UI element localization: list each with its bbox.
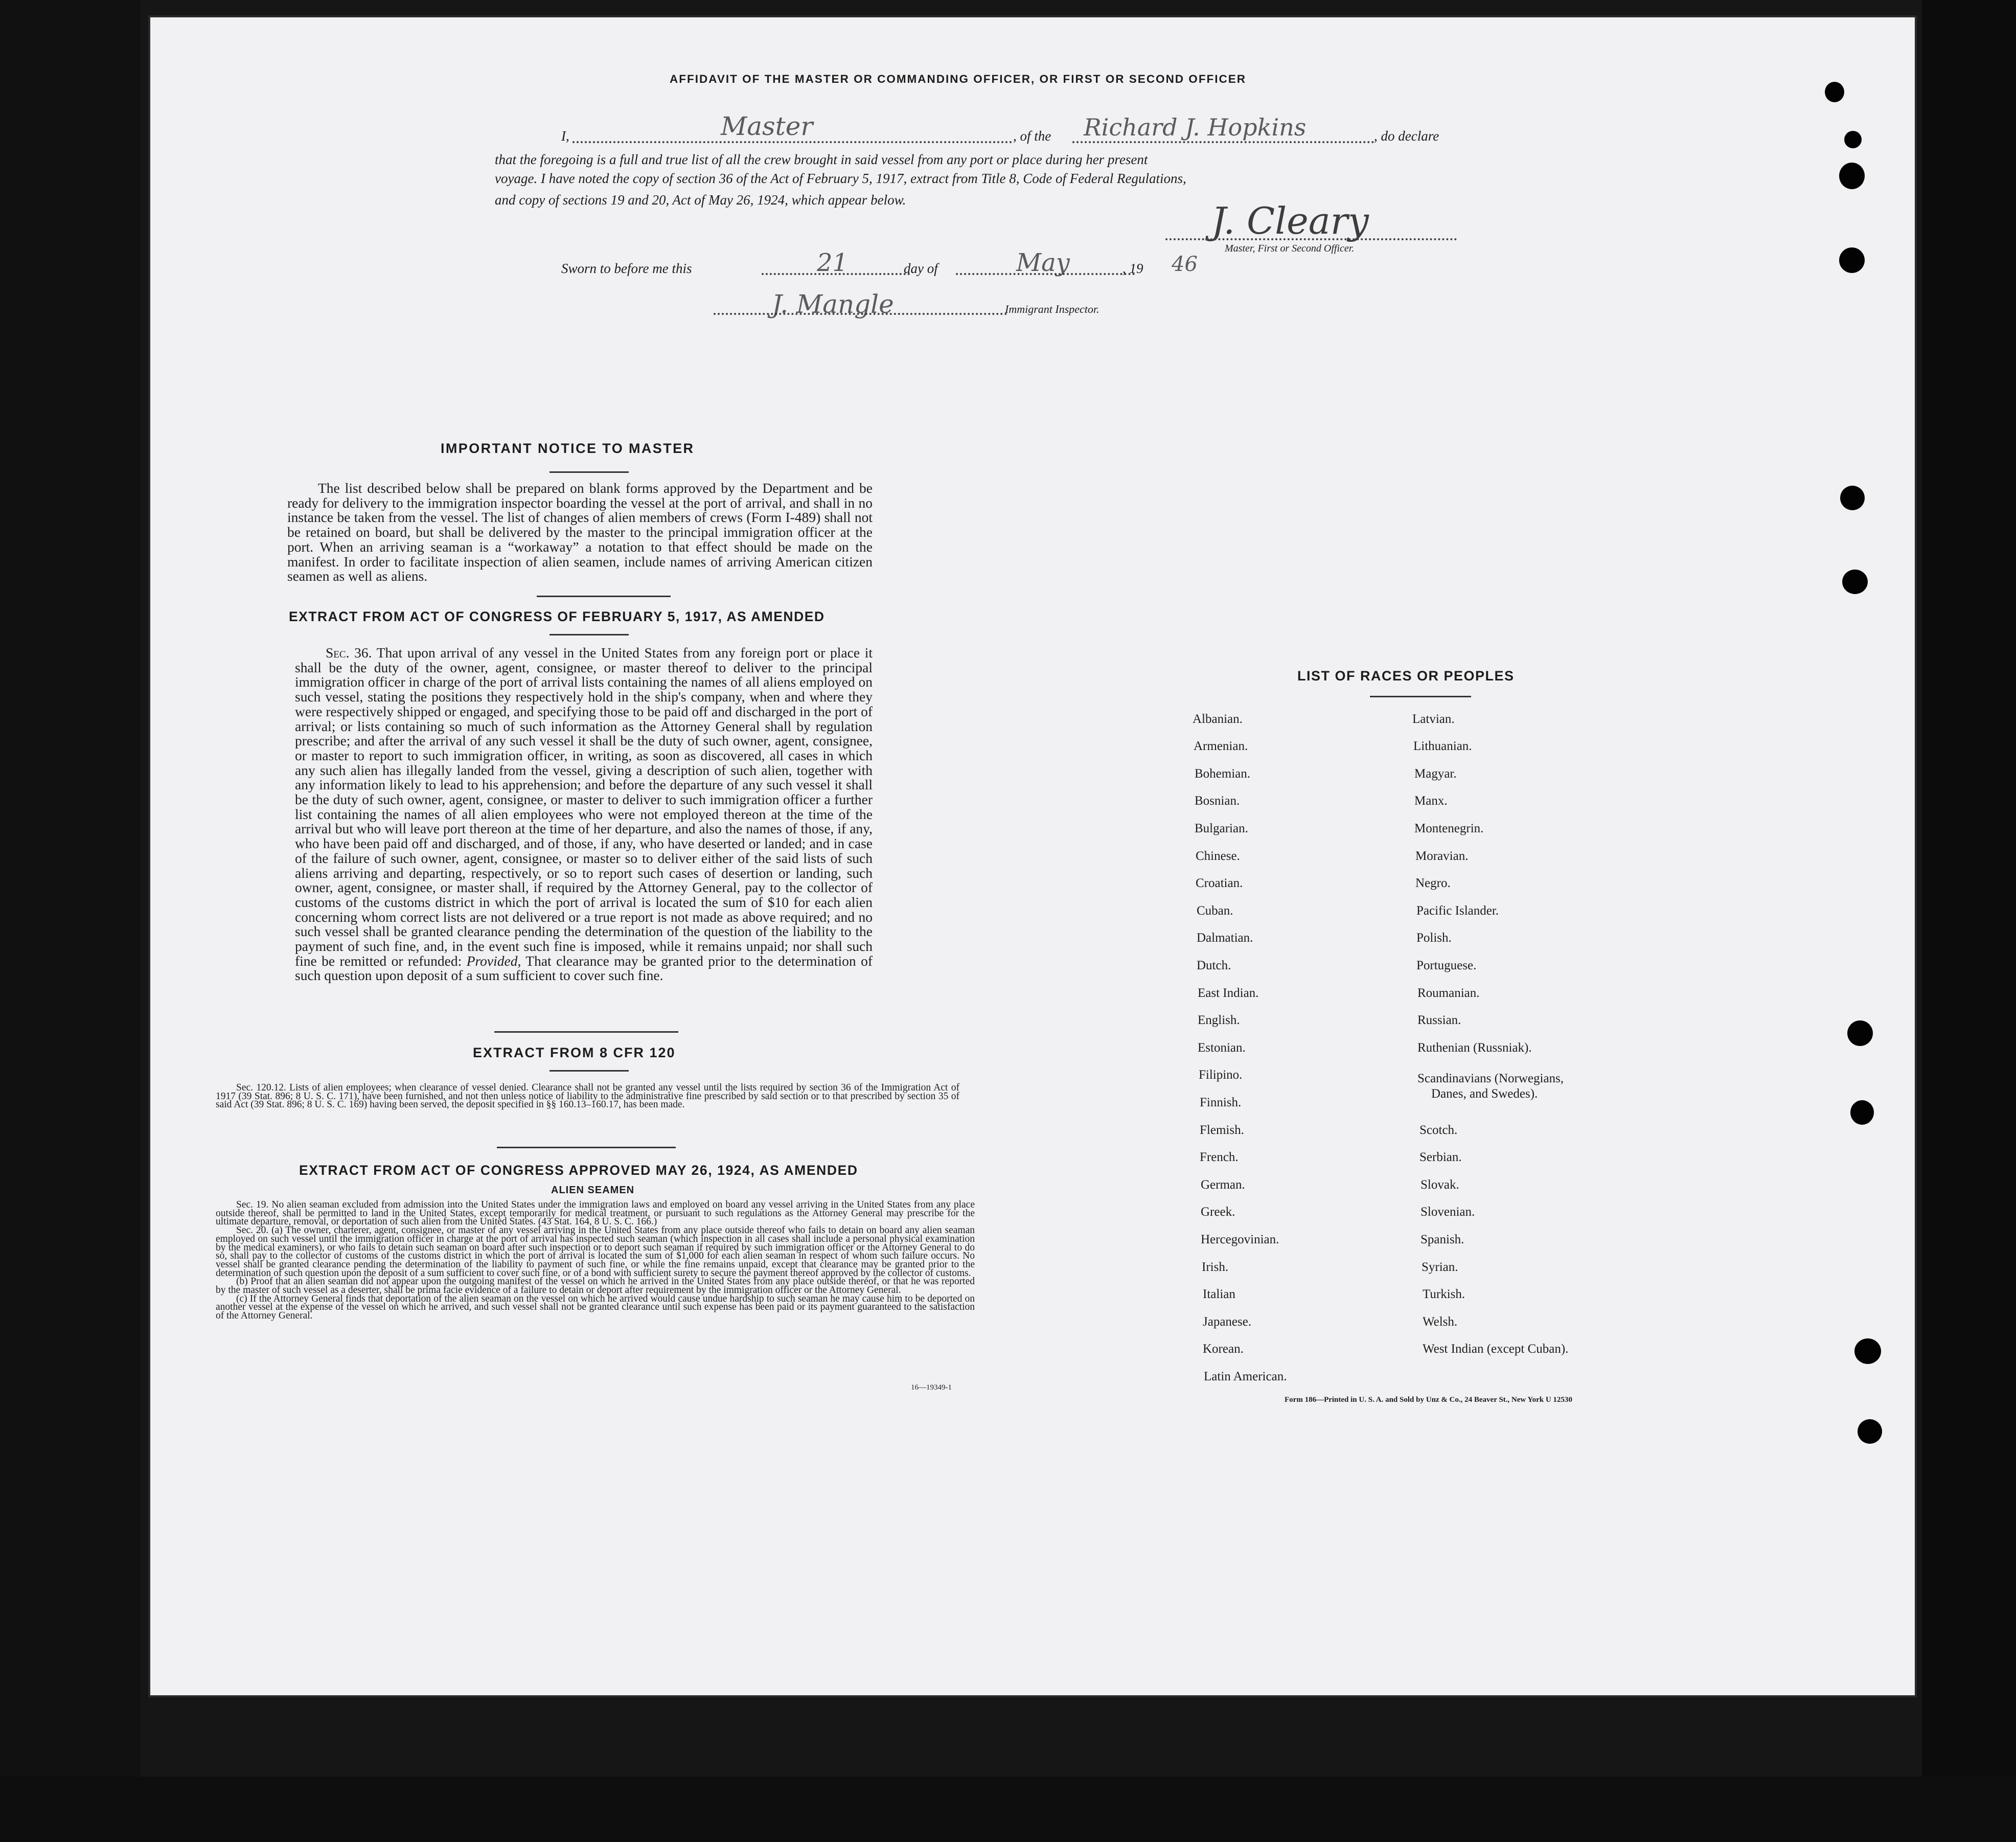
notice-rule — [549, 471, 629, 473]
race-left: Latin American. — [1204, 1370, 1287, 1383]
race-left: Greek. — [1201, 1205, 1235, 1219]
inspector-signature: J. Mangle — [772, 289, 894, 319]
race-right: Manx. — [1414, 794, 1448, 808]
race-left: Italian — [1203, 1287, 1235, 1301]
handwritten-day: 21 — [817, 248, 849, 277]
rank-blank — [572, 141, 1012, 143]
extract-1917-text: Sec. 36. That upon arrival of any vessel in the United States from any foreign port or place it shall be the duty of the owner, agent, consignee, or master thereof to deliver to the principal immigration officer in charge of the port of arrival lists containing the names of all aliens employed on such vessel, stating the positions they respectively hold in the ship's company, when and where they were respectively shipped or engaged, and specifying those to be paid off and discharged in the port of arrival; or lists containing so much of such information as the Attorney General shall by regulation prescribe; and after the arrival of any such vessel it shall be the duty of such owner, agent, consignee, or master to report to such immigration officer, in writing, as soon as discovered, all cases in which any such alien has illegally landed from the vessel, giving a description of such alien, together with any information likely to lead to his apprehension; and before the departure of any such vessel it shall be the duty of such owner, agent, consignee, or master to deliver to such immigration officer a further list containing the names of all alien employees who were not employed thereon at the time of the arrival but who will leave port thereon at the time of her departure, and also the names of those, if any, who have been paid off and discharged, and of those, if any, who have deserted or landed; and in case of the failure of such owner, agent, consignee, or master so to deliver either of the said lists of such aliens arriving and departing, respectively, or so to report such cases of desertion or landing, such owner, agent, consignee, or master shall, if required by the Attorney General, pay to the collector of customs of the customs district in which the port of arrival is located the sum of $10 for each alien concerning whom correct lists are not delivered or a true report is not made as above required; and no such vessel shall be granted clearance pending the determination of the question of the liability to the payment of such fine, and, in the event such fine is imposed, while it remains unpaid; nor shall such fine be remitted or refunded: Provided, That clearance may be granted prior to the determination of such question upon deposit of a sum sufficient to cover such fine. — [295, 645, 873, 984]
punch-hole — [1858, 1419, 1882, 1444]
punch-hole — [1854, 1338, 1881, 1364]
races-rule — [1370, 696, 1471, 697]
race-left: Bosnian. — [1195, 794, 1240, 808]
affidavit-heading: AFFIDAVIT OF THE MASTER OR COMMANDING OFFICER, OR FIRST OR SECOND OFFICER — [670, 73, 1247, 85]
punch-hole — [1850, 1100, 1874, 1125]
punch-hole — [1839, 247, 1865, 273]
race-left: Bohemian. — [1195, 767, 1251, 781]
race-right: Serbian. — [1419, 1150, 1462, 1164]
extract-1924-text — [216, 1201, 975, 1321]
alien-seamen-subheading: ALIEN SEAMEN — [551, 1185, 635, 1196]
race-right: Portuguese. — [1416, 959, 1477, 972]
race-left: Flemish. — [1200, 1123, 1244, 1137]
race-left: Croatian. — [1196, 876, 1243, 890]
section-divider — [537, 596, 671, 597]
race-left: Armenian. — [1194, 739, 1248, 753]
race-left: Irish. — [1202, 1260, 1229, 1274]
race-right: Lithuanian. — [1413, 739, 1472, 753]
sec-20b-text: (b) Proof that an alien seaman did not appear upon the outgoing manifest of the vessel on which he arrived in the United States from any place outside thereof, or that he was reported by the master of such vessel as a deserter, shall be prima facie evidence of a failure to detain or deport after requirement by the immigration officer or the Attorney General. — [216, 1276, 975, 1296]
race-right: Montenegrin. — [1414, 822, 1484, 835]
race-left: Cuban. — [1197, 904, 1233, 918]
handwritten-month: May — [1016, 248, 1070, 277]
affidavit-line-2: that the foregoing is a full and true list of all the crew brought in said vessel from any port or place during her present — [495, 152, 1148, 167]
race-left: Hercegovinian. — [1201, 1233, 1279, 1246]
section-divider — [494, 1031, 678, 1033]
sec-19-text: Sec. 19. No alien seaman excluded from admission into the United States under the immigration laws and employed on board any vessel arriving in the United States from any place outside thereof, shall be permitted to land in the United States, except temporarily for medical treatment, or pursuant to such regulations as the Attorney General may prescribe for the ultimate departure, removal, or deportation of such alien from the United States. (43 Stat. 164, 8 U. S. C. 166.) — [216, 1199, 975, 1227]
handwritten-year: 46 — [1172, 253, 1198, 276]
race-left: French. — [1200, 1150, 1239, 1164]
sec-20c-text: (c) If the Attorney General finds that deportation of the alien seaman on the vessel on which he arrived would cause undue hardship to such seaman he may cause him to be deported on another vessel at the expense of the vessel on which he arrived, and such vessel shall not be granted clearance until such expense has been paid or its payment guaranteed to the satisfaction of the Attorney General. — [216, 1293, 975, 1322]
race-left: German. — [1201, 1178, 1245, 1192]
race-right: Ruthenian (Russniak). — [1417, 1041, 1532, 1055]
sworn-label: Sworn to before me this — [561, 261, 692, 276]
year-prefix: , 19 — [1122, 261, 1143, 276]
race-right: Pacific Islander. — [1416, 904, 1499, 918]
vessel-blank — [1072, 141, 1374, 143]
notice-text: The list described below shall be prepared on blank forms approved by the Department and be ready for delivery to the immigration inspector boarding the vessel at the port of arrival, and shall in no instance be taken from the vessel. The list of changes of alien members of crews (Form I-489) shall not be retained on board, but shall be delivered by the master to the principal immigration officer at the port. When an arriving seaman is a “workaway” a notation to that effect should be made on the manifest. In order to facilitate inspection of alien seamen, include names of arriving American citizen seamen as well as aliens. — [287, 480, 873, 584]
race-left: Estonian. — [1198, 1041, 1246, 1055]
sec-20a-text: Sec. 20. (a) The owner, charterer, agent, consignee, or master of any vessel arriving in the United States from any place outside thereof who fails to detain on board any alien seaman employed on such vessel until the immigration officer in charge at the port of arrival has inspected such seaman (which inspection in all cases shall include a personal physical examination by the medical examiners), or who fails to detain such seaman on board after such inspection or to deport such seaman if required by such immigration officer or the Attorney General to do so, shall pay to the collector of customs of the customs district in which the port of arrival is located the sum of $1,000 for each alien seaman in respect of whom such failure occurs. No vessel shall be granted clearance pending the determination of the liability to payment of such fine, or while the fine remains unpaid, except that clearance may be granted prior to the determination of such question upon the deposit of a sum sufficient to cover such fine, or of a bond with sufficient surety to secure the payment thereof approved by the collector of customs. — [216, 1225, 975, 1279]
handwritten-vessel-name: Richard J. Hopkins — [1084, 113, 1307, 141]
race-left: Dutch. — [1197, 959, 1231, 972]
race-left: Dalmatian. — [1197, 931, 1253, 945]
extract-1917-rule — [549, 634, 629, 635]
race-right: Danes, and Swedes). — [1431, 1087, 1538, 1101]
affidavit-do-declare: , do declare — [1374, 128, 1439, 144]
race-right: Moravian. — [1415, 849, 1469, 863]
race-right: West Indian (except Cuban). — [1423, 1342, 1569, 1356]
punch-hole — [1842, 570, 1868, 594]
race-left: Filipino. — [1199, 1068, 1243, 1082]
handwritten-rank: Master — [721, 111, 813, 141]
race-right: Latvian. — [1412, 712, 1455, 726]
section-divider — [497, 1147, 676, 1148]
punch-hole — [1844, 131, 1862, 148]
punch-hole — [1825, 82, 1844, 102]
race-left: Korean. — [1203, 1342, 1244, 1356]
race-left: East Indian. — [1198, 986, 1259, 1000]
master-signature: J. Cleary — [1211, 199, 1369, 242]
extract-1924-heading: EXTRACT FROM ACT OF CONGRESS APPROVED MAY 26, 1924, AS AMENDED — [299, 1163, 858, 1178]
affidavit-line-4: and copy of sections 19 and 20, Act of May 26, 1924, which appear below. — [495, 192, 906, 208]
race-right: Russian. — [1417, 1013, 1461, 1027]
signature-caption: Master, First or Second Officer. — [1225, 243, 1355, 254]
extract-cfr-text: Sec. 120.12. Lists of alien employees; when clearance of vessel denied. Clearance shall not be granted any vessel until the lists required by section 36 of the Immigration Act of 1917 (39 Stat. 896; 8 U. S. C. 171), have been furnished, and not then unless notice of liability to the administrative fine prescribed by said section or to that prescribed by section 35 of said Act (39 Stat. 896; 8 U. S. C. 169) having been served, the deposit specified in §§ 160.13–160.17, has been made. — [216, 1082, 959, 1110]
race-right: Slovenian. — [1421, 1205, 1475, 1219]
race-left: English. — [1198, 1013, 1240, 1027]
race-right: Turkish. — [1423, 1287, 1465, 1301]
punch-hole — [1840, 486, 1865, 510]
form-code: 16—19349-1 — [911, 1383, 952, 1392]
race-left: Bulgarian. — [1195, 822, 1248, 835]
race-right: Negro. — [1415, 876, 1451, 890]
affidavit-of-the: , of the — [1013, 128, 1051, 144]
notice-heading: IMPORTANT NOTICE TO MASTER — [441, 441, 695, 456]
affidavit-i-label: I, — [561, 128, 569, 144]
race-left: Finnish. — [1200, 1096, 1242, 1109]
race-left: Chinese. — [1196, 849, 1240, 863]
race-left: Japanese. — [1203, 1315, 1252, 1329]
inspector-caption: Immigrant Inspector. — [1005, 303, 1099, 315]
race-right: Spanish. — [1421, 1233, 1464, 1246]
race-right: Syrian. — [1422, 1260, 1458, 1274]
race-right: Scotch. — [1419, 1123, 1458, 1137]
day-of-label: day of — [904, 261, 938, 276]
printer-footer: Form 186—Printed in U. S. A. and Sold by Unz & Co., 24 Beaver St., New York U 12530 — [1285, 1396, 1572, 1404]
race-right: Magyar. — [1414, 767, 1457, 781]
race-right: Polish. — [1416, 931, 1452, 945]
signature-blank — [1165, 238, 1457, 240]
race-right: Slovak. — [1421, 1178, 1459, 1192]
extract-cfr-rule — [549, 1070, 629, 1072]
punch-hole — [1839, 163, 1865, 189]
punch-hole — [1847, 1020, 1873, 1046]
sec-36-label: Sec. 36. — [326, 645, 372, 661]
race-right: Welsh. — [1423, 1315, 1458, 1329]
race-right: Roumanian. — [1417, 986, 1480, 1000]
race-left: Albanian. — [1193, 712, 1243, 726]
extract-1917-heading: EXTRACT FROM ACT OF CONGRESS OF FEBRUARY 5, 1917, AS AMENDED — [289, 609, 825, 624]
affidavit-line-3: voyage. I have noted the copy of section 36 of the Act of February 5, 1917, extract from Title 8, Code of Federal Regulations, — [495, 171, 1186, 186]
extract-cfr-heading: EXTRACT FROM 8 CFR 120 — [473, 1045, 676, 1060]
race-right: Scandinavians (Norwegians, — [1417, 1072, 1564, 1085]
races-heading: LIST OF RACES OR PEOPLES — [1297, 668, 1515, 684]
